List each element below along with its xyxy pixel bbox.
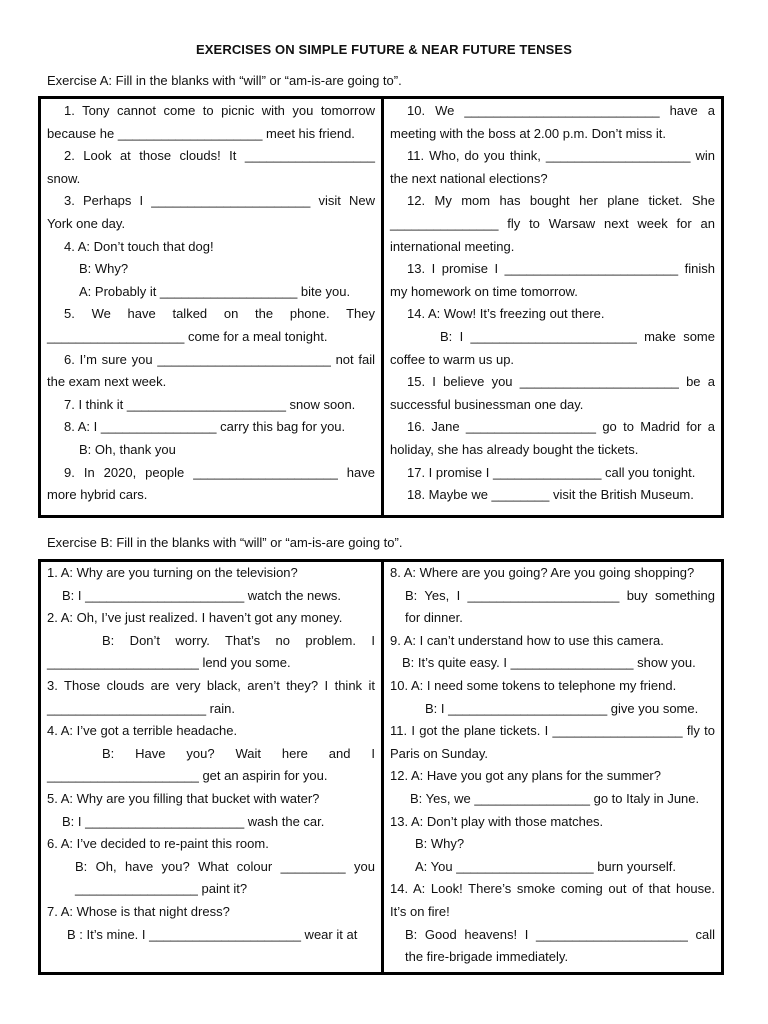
exercise-b-table — [38, 559, 724, 975]
exercise-item: 5. A: Why are you filling that bucket with water? — [47, 790, 320, 806]
exercise-b-instruction: Exercise B: Fill in the blanks with “will” or “am-is-are going to”. — [47, 535, 403, 550]
exercise-item: 13. I promise I ________________________ finish my homework on time tomorrow. — [390, 261, 715, 299]
exercise-item: 9. A: I can’t understand how to use this camera. — [390, 632, 664, 648]
exercise-b-right-column — [384, 562, 721, 972]
exercise-item: 2. Look at those clouds! It __________________ snow. — [47, 148, 375, 186]
exercise-item: 17. I promise I _______________ call you tonight. — [407, 464, 696, 480]
exercise-item: B: Why? — [79, 261, 129, 277]
exercise-item: 11. Who, do you think, ____________________ win the next national elections? — [390, 148, 715, 186]
exercise-item: B: I ______________________ wash the car. — [62, 813, 325, 829]
exercise-item: 16. Jane __________________ go to Madrid for a holiday, she has already bought the tickets. — [390, 419, 715, 457]
exercise-item: 9. In 2020, people ____________________ have more hybrid cars. — [47, 464, 375, 503]
exercise-item: 14. A: Look! There’s smoke coming out of that house. It’s on fire! — [390, 881, 715, 919]
exercise-item: 4. A: Don’t touch that dog! — [64, 238, 214, 254]
exercise-item: 10. We ___________________________ have a meeting with the boss at 2.00 p.m. Don’t miss it. — [390, 103, 715, 141]
exercise-item: A: You ___________________ burn yourself. — [415, 858, 676, 874]
exercise-item: 1. A: Why are you turning on the television? — [47, 565, 298, 580]
exercise-item: 3. Perhaps I ______________________ visit New York one day. — [47, 193, 375, 231]
exercise-item: B : It’s mine. I _____________________ wear it at — [67, 926, 358, 942]
exercise-item: B: I _______________________ make some coffee to warm us up. — [390, 328, 715, 367]
exercise-item: 10. A: I need some tokens to telephone my friend. — [390, 677, 677, 693]
exercise-item: B: Why? — [415, 836, 465, 852]
exercise-item: B: Yes, I _____________________ buy something for dinner. — [405, 587, 715, 626]
exercise-item: 8. A: Where are you going? Are you going shopping? — [390, 565, 695, 580]
exercise-item: 8. A: I ________________ carry this bag for you. — [64, 419, 346, 435]
exercise-item: B: Oh, have you? What colour _________ you _________________ paint it? — [75, 858, 375, 897]
exercise-item: 14. A: Wow! It’s freezing out there. — [407, 306, 605, 322]
page-title: EXERCISES ON SIMPLE FUTURE & NEAR FUTURE TENSES — [196, 42, 572, 57]
exercise-item: B: Don’t worry. That’s no problem. I _____________________ lend you some. — [47, 632, 375, 671]
exercise-item: 2. A: Oh, I’ve just realized. I haven’t got any money. — [47, 610, 343, 626]
exercise-item: 6. I’m sure you ________________________ not fail the exam next week. — [47, 351, 375, 390]
exercise-item: 3. Those clouds are very black, aren’t they? I think it ______________________ rain. — [47, 677, 375, 716]
exercise-item: 5. We have talked on the phone. They ___________________ come for a meal tonight. — [47, 306, 375, 344]
exercise-item: B: Yes, we ________________ go to Italy in June. — [410, 790, 700, 806]
exercise-item: B: I ______________________ give you some. — [425, 700, 699, 716]
exercise-a-instruction: Exercise A: Fill in the blanks with “will” or “am-is-are going to”. — [47, 73, 402, 88]
exercise-item: 7. I think it ______________________ snow soon. — [64, 396, 356, 412]
exercise-item: 13. A: Don’t play with those matches. — [390, 813, 604, 829]
exercise-item: 18. Maybe we ________ visit the British Museum. — [407, 487, 694, 503]
exercise-item: A: Probably it ___________________ bite you. — [79, 283, 351, 299]
exercise-item: 6. A: I’ve decided to re-paint this room. — [47, 836, 269, 852]
exercise-item: B: I ______________________ watch the news. — [62, 587, 342, 603]
exercise-a-left-column — [41, 99, 384, 515]
exercise-b-left-column — [41, 562, 384, 972]
exercise-a-table — [38, 96, 724, 518]
exercise-item: 11. I got the plane tickets. I __________________ fly to Paris on Sunday. — [390, 723, 715, 761]
exercise-item: 15. I believe you ______________________ be a successful businessman one day. — [390, 374, 715, 412]
exercise-item: 12. A: Have you got any plans for the summer? — [390, 768, 661, 784]
exercise-item: B: It’s quite easy. I _________________ show you. — [402, 655, 696, 671]
exercise-item: B: Have you? Wait here and I _____________________ get an aspirin for you. — [47, 745, 375, 784]
exercise-item: B: Good heavens! I _____________________ call the fire-brigade immediately. — [405, 926, 715, 965]
exercise-item: 1. Tony cannot come to picnic with you tomorrow because he ____________________ meet his friend. — [47, 103, 375, 141]
exercise-item: 12. My mom has bought her plane ticket. She _______________ fly to Warsaw next week for an international meeting. — [390, 193, 715, 254]
exercise-item: 7. A: Whose is that night dress? — [47, 903, 230, 919]
exercise-item: B: Oh, thank you — [79, 441, 176, 457]
exercise-a-right-column — [384, 99, 721, 515]
exercise-item: 4. A: I’ve got a terrible headache. — [47, 723, 238, 739]
